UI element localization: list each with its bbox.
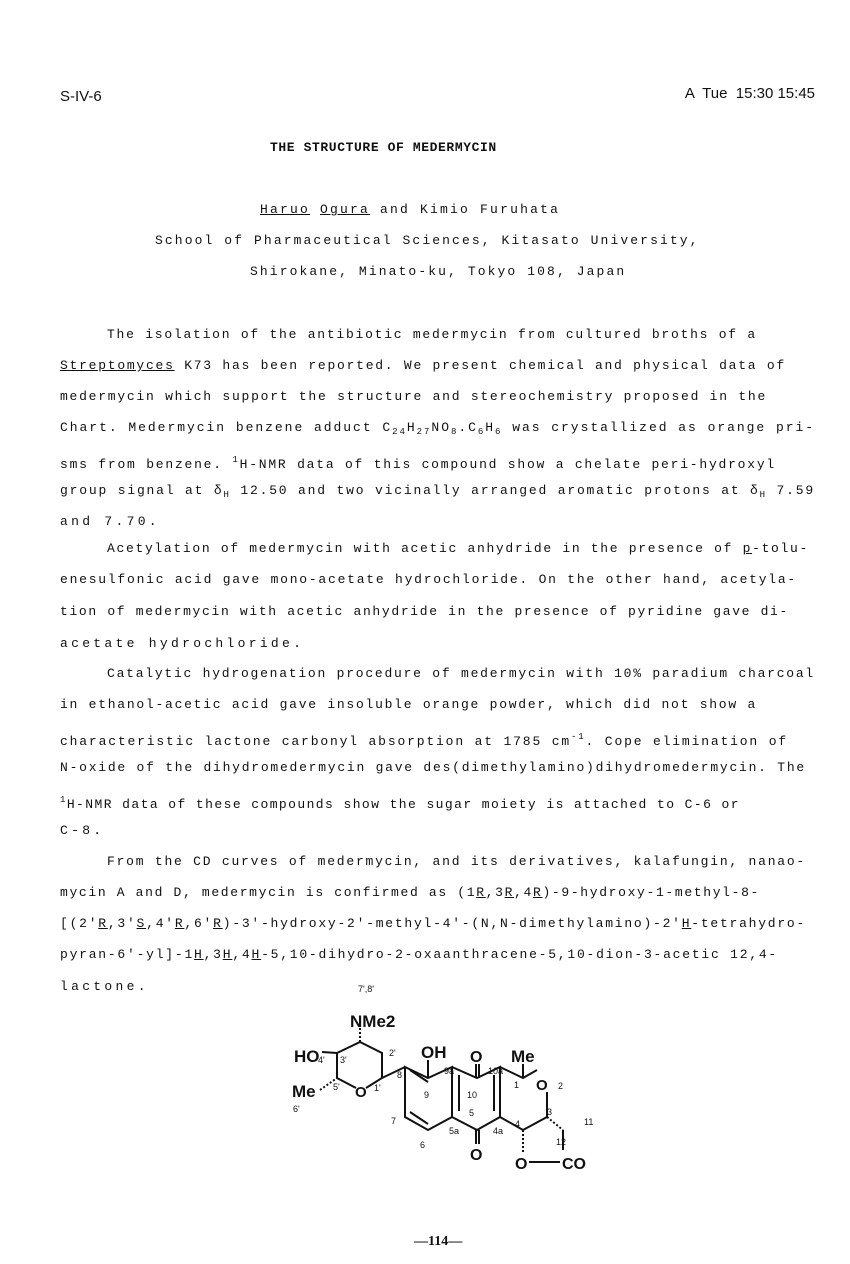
text-segment: Chart. Medermycin benzene adduct C	[60, 420, 393, 435]
nme2-label: NMe2	[350, 1012, 396, 1031]
underlined-text: S	[136, 916, 147, 931]
underlined-text: R	[98, 916, 108, 931]
underlined-text: p	[742, 541, 753, 556]
text-segment: ,6'	[184, 916, 214, 931]
atom-number-label: 9a	[444, 1066, 455, 1076]
superscript: -1	[571, 732, 586, 742]
text-segment: sms from benzene.	[60, 457, 233, 472]
subscript: H	[223, 490, 231, 500]
text-segment: H-NMR data of this compound show a chelate peri-hydroxyl	[239, 457, 776, 472]
atom-number-label: 6'	[293, 1104, 300, 1114]
text-segment: acetate hydrochloride.	[60, 636, 305, 651]
underlined-text: H	[194, 947, 204, 962]
atom-number-label: 7	[391, 1116, 397, 1126]
underlined-text: H	[222, 947, 233, 962]
text-segment: ,4	[514, 885, 533, 900]
atom-number-label: 5	[469, 1108, 475, 1118]
underlined-text: H	[681, 916, 692, 931]
text-segment: and 7.70.	[60, 514, 160, 529]
underlined-text: Streptomyces	[60, 358, 175, 373]
text-segment: characteristic lactone carbonyl absorption at 1785 cm	[60, 734, 572, 749]
text-segment: ,4	[232, 947, 252, 962]
text-segment: group signal at δ	[60, 483, 224, 498]
text-segment: and Kimio Furuhata	[370, 202, 561, 217]
atom-number-label: 5'	[333, 1082, 340, 1092]
atom-number-label: 3	[547, 1107, 553, 1117]
subscript: H	[759, 490, 767, 500]
methyl-label: Me	[511, 1047, 535, 1066]
atom-number-label: 3'	[340, 1055, 347, 1065]
text-segment: H	[406, 420, 417, 435]
ring-c-top	[500, 1067, 537, 1078]
atom-number-label: 4'	[318, 1055, 325, 1065]
text-segment: enesulfonic acid gave mono-acetate hydrochloride. On the other hand, acetyla-	[60, 572, 797, 587]
text-segment: Catalytic hydrogenation procedure of medermycin with 10% paradium charcoal	[107, 666, 815, 681]
atom-number-label: 8	[397, 1070, 403, 1080]
atom-number-label: 6	[420, 1140, 426, 1150]
atom-number-label: 2	[558, 1081, 564, 1091]
text-segment: The isolation of the antibiotic medermycin from cultured broths of a	[107, 327, 757, 342]
text-segment: . Cope elimination of	[585, 734, 788, 749]
text-segment: pyran-6'-yl]-1	[60, 947, 195, 962]
text-segment: C-8.	[60, 823, 105, 838]
atom-number-label: 10a	[488, 1066, 504, 1076]
carbonyl-oxygen-label: O	[470, 1147, 483, 1164]
text-segment: ,3'	[107, 916, 137, 931]
atom-number-label: 7',8'	[358, 984, 374, 994]
subscript: 24	[392, 427, 407, 437]
subscript: 6	[477, 427, 486, 437]
text-segment: -5,10-dihydro-2-oxaanthracene-5,10-dion-3-acetic 12,4-	[261, 947, 778, 962]
atom-number-label: 11	[584, 1117, 594, 1127]
underlined-text: R	[213, 916, 223, 931]
session-code: S-IV-6	[60, 88, 102, 105]
text-segment: lactone.	[60, 979, 149, 994]
superscript: 1	[232, 455, 240, 465]
underlined-text: Haruo	[260, 202, 311, 217]
atom-number-label: 4	[515, 1119, 521, 1129]
text-segment: K73 has been reported. We present chemical and physical data of	[174, 358, 786, 373]
text-segment: ,4'	[146, 916, 175, 931]
underlined-text: R	[504, 885, 515, 900]
text-segment: ,3	[203, 947, 223, 962]
affiliation: School of Pharmaceutical Sciences, Kitasato University,	[155, 233, 700, 248]
text-segment: mycin A and D, medermycin is confirmed as (1	[60, 885, 477, 900]
text-segment: ,3	[485, 885, 505, 900]
text-segment: [(2'	[60, 916, 99, 931]
underlined-text: R	[532, 885, 543, 900]
text-segment: .C	[458, 420, 478, 435]
underlined-text: R	[174, 916, 185, 931]
text-segment: )-3'-hydroxy-2'-methyl-4'-(N,N-dimethylamino)-2'	[222, 916, 682, 931]
ring-oxygen-label: O	[355, 1084, 367, 1101]
text-segment: tion of medermycin with acetic anhydride in the presence of pyridine gave di-	[60, 604, 789, 619]
text-segment: )-9-hydroxy-1-methyl-8-	[542, 885, 760, 900]
session-schedule: A Tue 15:30 15:45	[684, 85, 815, 102]
underlined-text: Ogura	[320, 202, 371, 217]
carbonyl-oxygen-label: O	[470, 1049, 483, 1066]
atom-number-label: 10	[467, 1090, 478, 1100]
paper-title: THE STRUCTURE OF MEDERMYCIN	[270, 140, 497, 155]
atom-number-label: 5a	[449, 1126, 460, 1136]
text-segment: N-oxide of the dihydromedermycin gave des(dimethylamino)dihydromedermycin. The	[60, 760, 806, 775]
address: Shirokane, Minato-ku, Tokyo 108, Japan	[250, 264, 627, 279]
ring-oxygen-label: O	[536, 1077, 548, 1094]
text-segment: NO	[431, 420, 451, 435]
text-segment: -tolu-	[752, 541, 809, 556]
oh-label: OH	[421, 1043, 447, 1062]
text-segment: Acetylation of medermycin with acetic anhydride in the presence of	[107, 541, 743, 556]
text-segment: H-NMR data of these compounds show the sugar moiety is attached to C-6 or	[66, 797, 740, 812]
lactone-oxygen-label: O	[515, 1156, 528, 1173]
me-label: Me	[292, 1082, 316, 1101]
atom-number-label: 9	[424, 1090, 430, 1100]
subscript: 6	[495, 427, 503, 437]
text-segment: H	[485, 420, 496, 435]
subscript: 27	[416, 427, 432, 437]
carbonyl-label: CO	[562, 1156, 586, 1173]
ring-c-bottom	[500, 1092, 547, 1130]
underlined-text: R	[476, 885, 486, 900]
atom-number-label: 1'	[374, 1083, 381, 1093]
atom-number-label: 1	[514, 1080, 520, 1090]
text-segment: 12.50 and two vicinally arranged aromatic protons at δ	[230, 483, 760, 498]
text-segment: From the CD curves of medermycin, and its derivatives, kalafungin, nanao-	[107, 854, 806, 869]
text-segment: -tetrahydro-	[691, 916, 807, 931]
subscript: 8	[450, 427, 459, 437]
text-segment: was crystallized as orange pri-	[502, 420, 816, 435]
page-number: —114—	[414, 1234, 463, 1249]
atom-number-label: 2'	[389, 1048, 396, 1058]
ho-label: HO	[294, 1047, 320, 1066]
atom-number-label: 4a	[493, 1126, 504, 1136]
text-segment: medermycin which support the structure and stereochemistry proposed in the	[60, 389, 767, 404]
text-segment: 7.59	[766, 483, 815, 498]
text-segment: in ethanol-acetic acid gave insoluble orange powder, which did not show a	[60, 697, 757, 712]
underlined-text: H	[251, 947, 262, 962]
superscript: 1	[60, 795, 67, 805]
atom-number-label: 12	[556, 1137, 567, 1147]
ho-bond	[322, 1052, 337, 1053]
